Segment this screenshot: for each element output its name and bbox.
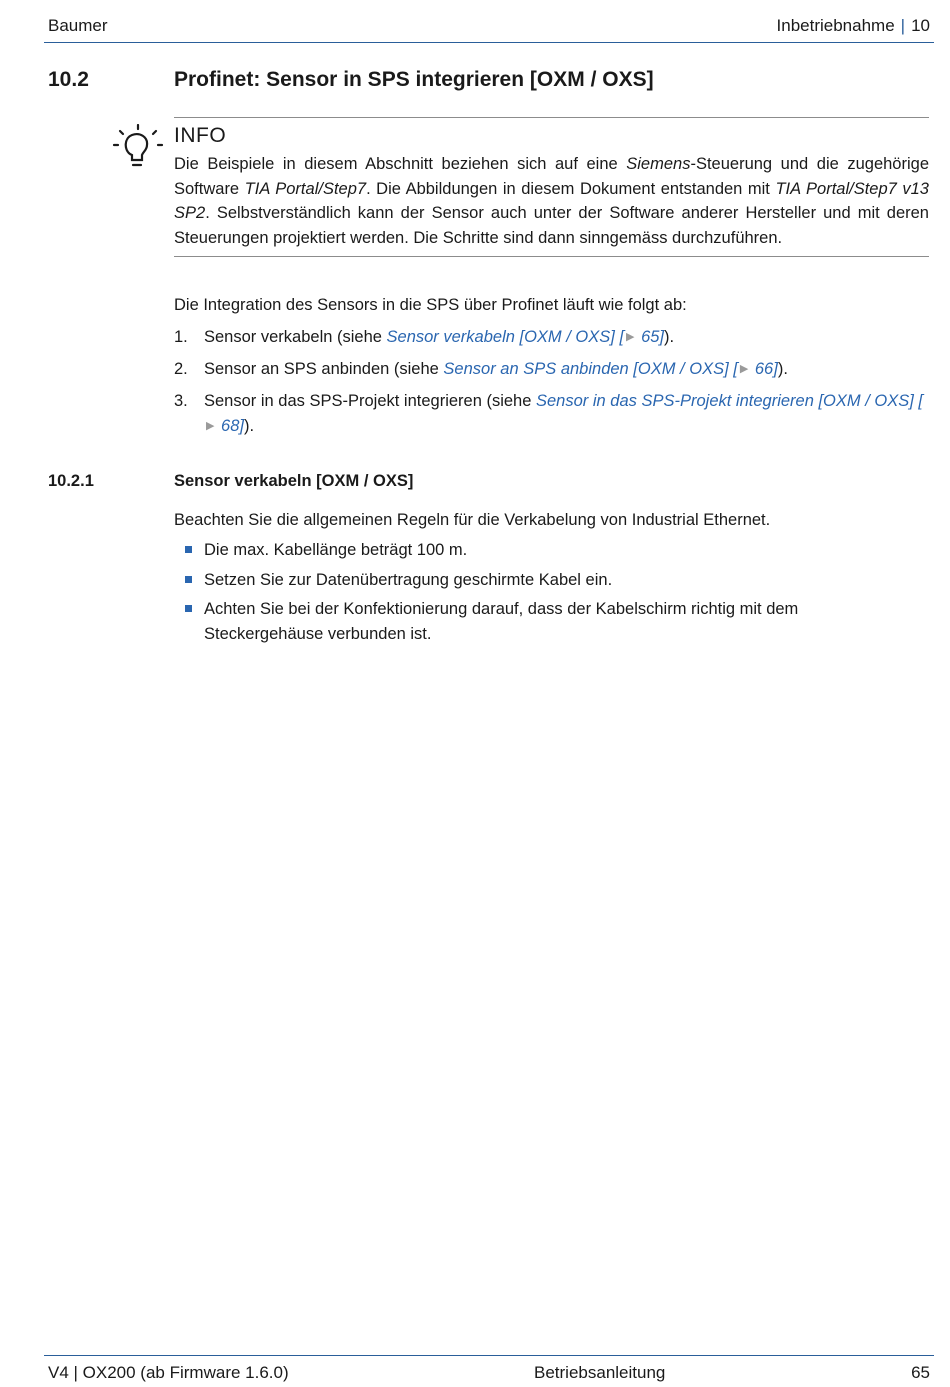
link-text: Sensor in das SPS-Projekt integrieren [OXM / OXS] [ xyxy=(536,392,923,411)
list-item xyxy=(174,389,929,438)
info-emphasis: TIA Portal/Step7 v13 SP2 xyxy=(174,179,929,223)
chapter-separator: | xyxy=(900,16,906,35)
bullet-text: Setzen Sie zur Datenübertragung geschirmte Kabel ein. xyxy=(204,570,613,589)
page-ref-icon: ▶ xyxy=(206,419,215,432)
info-text-part: . Selbstverständlich kann der Sensor auch unter der Software anderer Hersteller und mit deren Steuerungen projektiert werden. Die Schritte sind dann sinngemäss durchzuführen. xyxy=(174,204,929,247)
step-text: Sensor verkabeln (siehe xyxy=(204,328,387,346)
step-tail: ). xyxy=(664,328,675,346)
info-text-part: Die Beispiele in diesem Abschnitt beziehen sich auf eine xyxy=(174,155,627,173)
page-ref-icon: ▶ xyxy=(626,331,635,343)
chapter-title: Inbetriebnahme xyxy=(776,16,895,35)
step-number: 2. xyxy=(174,360,188,379)
info-text-part: -Steuerung und die zugehörige Software xyxy=(174,155,929,198)
list-item xyxy=(174,325,929,350)
step-text: Sensor an SPS anbinden (siehe xyxy=(204,360,444,379)
link-page: 65] xyxy=(636,328,665,346)
document-type: Betriebsanleitung xyxy=(534,1363,666,1382)
page-header xyxy=(44,14,934,43)
rules-paragraph: Beachten Sie die allgemeinen Regeln für die Verkabelung von Industrial Ethernet. xyxy=(174,511,771,529)
link-text: Sensor verkabeln [OXM / OXS] [ xyxy=(386,328,625,346)
bullet-icon xyxy=(185,605,192,612)
bullet-list xyxy=(174,538,914,651)
bullet-icon xyxy=(185,576,192,583)
brand-name: Baumer xyxy=(48,16,108,35)
bullet-icon xyxy=(185,546,192,553)
chapter-number: 10 xyxy=(911,16,930,35)
info-text-part: . Die Abbildungen in diesem Dokument entstanden mit xyxy=(366,179,776,198)
document-version: V4 | OX200 (ab Firmware 1.6.0) xyxy=(48,1363,289,1382)
link-sensor-anbinden[interactable] xyxy=(443,360,777,378)
list-item xyxy=(174,597,914,646)
step-number: 3. xyxy=(174,392,188,411)
intro-paragraph: Die Integration des Sensors in die SPS über Profinet läuft wie folgt ab: xyxy=(174,296,687,314)
section-number: 10.2 xyxy=(48,68,89,91)
steps-list xyxy=(174,325,929,446)
bullet-text: Die max. Kabellänge beträgt 100 m. xyxy=(204,541,468,559)
subsection-title: Sensor verkabeln [OXM / OXS] xyxy=(174,472,414,490)
chapter-label xyxy=(777,16,930,36)
page-number: 65 xyxy=(911,1363,930,1382)
link-page: 68] xyxy=(216,416,244,435)
page-footer xyxy=(44,1355,934,1386)
section-title: Profinet: Sensor in SPS integrieren [OXM / OXS] xyxy=(174,68,654,91)
list-item xyxy=(174,357,929,382)
link-page: 66] xyxy=(750,360,778,379)
step-number: 1. xyxy=(174,328,188,346)
bullet-text: Achten Sie bei der Konfektionierung darauf, dass der Kabelschirm richtig mit dem Steckergehäuse verbunden ist. xyxy=(204,600,799,643)
step-tail: ). xyxy=(244,416,255,435)
step-tail: ). xyxy=(777,360,788,379)
link-text: Sensor an SPS anbinden [OXM / OXS] [ xyxy=(443,360,738,379)
info-emphasis: Siemens xyxy=(626,155,691,173)
info-text xyxy=(174,152,929,250)
info-box xyxy=(174,117,929,257)
list-item xyxy=(174,568,914,593)
info-title: INFO xyxy=(174,124,227,147)
step-text: Sensor in das SPS-Projekt integrieren (siehe xyxy=(204,392,536,411)
list-item xyxy=(174,538,914,563)
page-ref-icon: ▶ xyxy=(739,363,749,376)
link-sensor-verkabeln[interactable] xyxy=(387,328,665,346)
lightbulb-icon xyxy=(112,124,164,176)
subsection-number: 10.2.1 xyxy=(48,472,94,490)
info-emphasis: TIA Portal/Step7 xyxy=(244,179,367,198)
